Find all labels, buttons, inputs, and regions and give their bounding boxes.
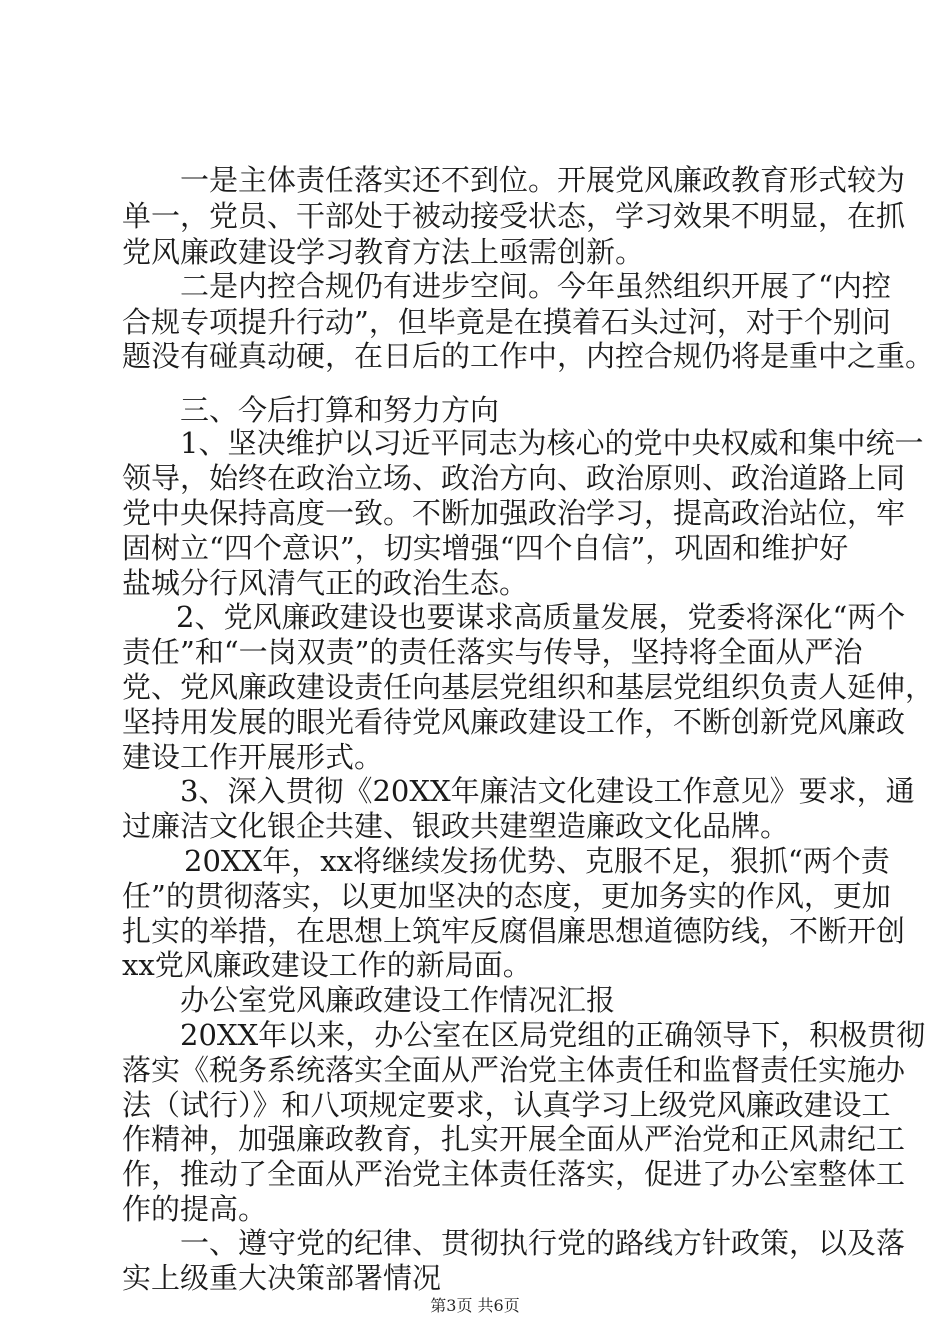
text-line: 固树立“四个意识”，切实增强“四个自信”，巩固和维护好: [122, 531, 849, 565]
text-line: 过廉洁文化银企共建、银政共建塑造廉政文化品牌。: [122, 809, 790, 843]
text-line: 法（试行）》和八项规定要求，认真学习上级党风廉政建设工: [122, 1088, 891, 1122]
text-line: xx党风廉政建设工作的新局面。: [122, 948, 532, 982]
text-line: 一、遵守党的纪律、贯彻执行党的路线方针政策，以及落: [180, 1226, 906, 1260]
text-line: 盐城分行风清气正的政治生态。: [122, 566, 529, 600]
text-line: 20XX年，xx将继续发扬优势、克服不足，狠抓“两个责: [184, 844, 890, 878]
text-line: 任”的贯彻落实，以更加坚决的态度，更加务实的作风，更加: [122, 879, 891, 913]
text-line: 20XX年以来，办公室在区局党组的正确领导下，积极贯彻: [180, 1018, 926, 1052]
text-line: 党、党风廉政建设责任向基层党组织和基层党组织负责人延伸，: [122, 670, 935, 704]
text-line: 作精神，加强廉政教育，扎实开展全面从严治党和正风肃纪工: [122, 1122, 906, 1156]
text-line: 建设工作开展形式。: [122, 740, 384, 774]
section-heading: 三、今后打算和努力方向: [180, 393, 500, 427]
text-line: 坚持用发展的眼光看待党风廉政建设工作，不断创新党风廉政: [122, 705, 906, 739]
text-line: 扎实的举措，在思想上筑牢反腐倡廉思想道德防线，不断开创: [122, 914, 906, 948]
text-line: 落实《税务系统落实全面从严治党主体责任和监督责任实施办: [122, 1053, 906, 1087]
text-line: 实上级重大决策部署情况: [122, 1261, 442, 1295]
text-line: 党中央保持高度一致。不断加强政治学习，提高政治站位，牢: [122, 496, 906, 530]
text-line: 作的提高。: [122, 1192, 268, 1226]
text-line: 作，推动了全面从严治党主体责任落实，促进了办公室整体工: [122, 1157, 906, 1191]
text-line: 领导，始终在政治立场、政治方向、政治原则、政治道路上同: [122, 461, 906, 495]
text-line: 责任”和“一岗双责”的责任落实与传导，坚持将全面从严治: [122, 635, 863, 669]
text-line: 2、党风廉政建设也要谋求高质量发展，党委将深化“两个: [176, 600, 906, 634]
text-line: 党风廉政建设学习教育方法上亟需创新。: [122, 235, 645, 269]
section-heading: 办公室党风廉政建设工作情况汇报: [180, 983, 616, 1017]
text-line: 合规专项提升行动”，但毕竟是在摸着石头过河，对于个别问: [122, 305, 891, 339]
text-line: 二是内控合规仍有进步空间。今年虽然组织开展了“内控: [180, 269, 891, 303]
text-line: 题没有碰真动硬，在日后的工作中，内控合规仍将是重中之重。: [122, 339, 935, 373]
text-line: 一是主体责任落实还不到位。开展党风廉政教育形式较为: [180, 163, 906, 197]
text-line: 3、深入贯彻《20XX年廉洁文化建设工作意见》要求，通: [180, 774, 915, 808]
text-line: 1、坚决维护以习近平同志为核心的党中央权威和集中统一: [180, 426, 924, 460]
text-line: 单一，党员、干部处于被动接受状态，学习效果不明显，在抓: [122, 199, 906, 233]
page-footer: 第3页 共6页: [430, 1296, 520, 1315]
